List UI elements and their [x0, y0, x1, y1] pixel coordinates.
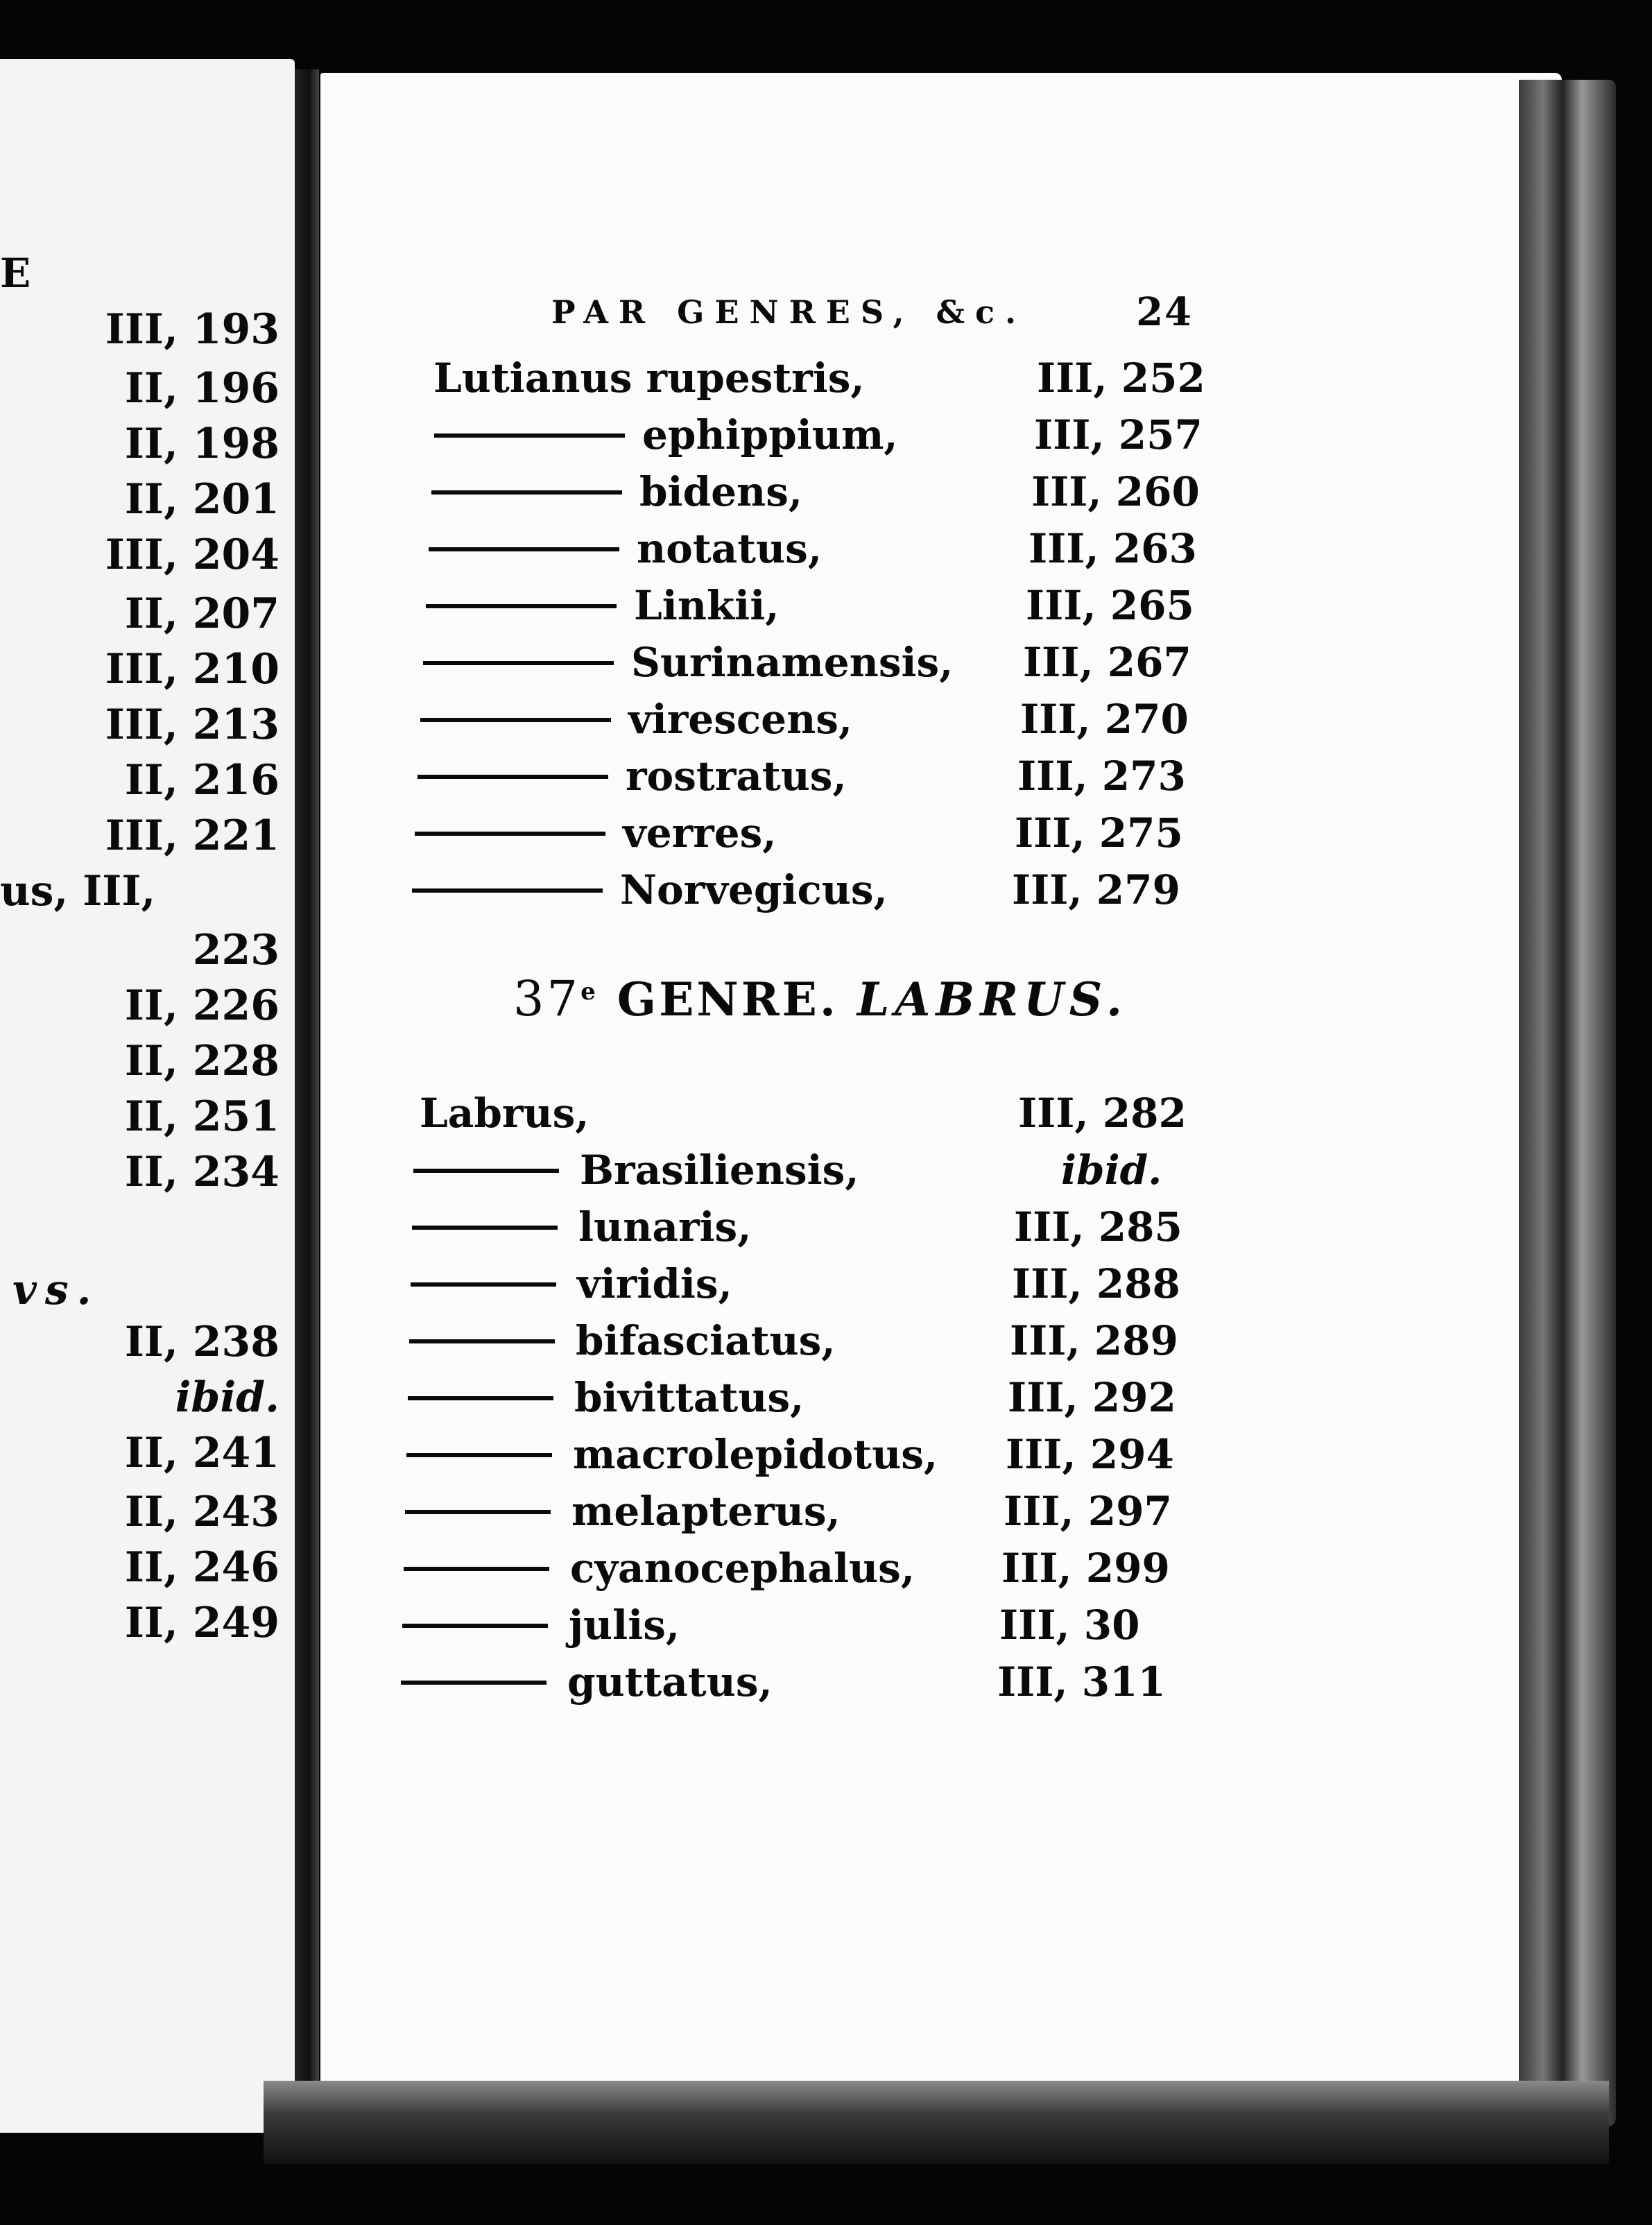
index-entry [0, 862, 1652, 918]
volume-page-reference: III, 263 [1029, 525, 1197, 572]
index-entry [0, 407, 1652, 468]
index-entry [0, 1085, 1652, 1141]
left-page-reference: II, 238 [124, 1318, 279, 1366]
volume-page-reference: III, 288 [1012, 1260, 1180, 1307]
left-page-reference: II, 234 [124, 1148, 279, 1196]
ditto-dash [412, 1226, 558, 1230]
genre-number: 37 [513, 970, 581, 1027]
species-name: ephippium, [642, 411, 898, 458]
ditto-dash [401, 1681, 547, 1685]
volume-page-reference: III, 299 [1001, 1545, 1170, 1592]
index-entry [0, 1142, 1652, 1198]
species-name: Surinamensis, [631, 639, 954, 686]
ditto-dash [406, 1453, 552, 1457]
ditto-dash [426, 604, 617, 608]
species-name: bidens, [639, 468, 803, 515]
volume-page-reference: III, 289 [1010, 1317, 1178, 1364]
left-page-reference: III, 213 [105, 701, 279, 749]
left-page-reference: III, 221 [105, 811, 279, 860]
species-name: Linkii, [634, 582, 780, 629]
ditto-dash [423, 661, 614, 665]
species-name: guttatus, [567, 1658, 773, 1706]
species-name: Labrus, [420, 1090, 590, 1137]
left-page-reference: II, 196 [124, 364, 279, 413]
species-name: Lutianus rupestris, [433, 354, 865, 402]
left-page-reference: II, 251 [124, 1092, 279, 1141]
species-name: macrolepidotus, [573, 1431, 938, 1478]
volume-page-reference: III, 285 [1014, 1203, 1182, 1251]
index-entry [0, 1370, 1652, 1425]
volume-page-reference: III, 292 [1008, 1374, 1176, 1421]
index-entry [0, 1313, 1652, 1368]
genre-label: GENRE. [617, 972, 838, 1026]
left-page-reference: II, 216 [124, 756, 279, 805]
volume-page-reference: III, 273 [1017, 753, 1186, 800]
running-header [551, 288, 1193, 336]
volume-page-reference: III, 265 [1026, 582, 1194, 629]
species-name: virescens, [628, 696, 853, 743]
ditto-dash [413, 1169, 559, 1173]
left-page-reference: 223 [192, 926, 279, 974]
left-page-reference: ibid. [175, 1373, 279, 1422]
ditto-dash [409, 1339, 555, 1343]
left-page-reference: II, 243 [124, 1488, 279, 1536]
left-page-reference: III, 210 [105, 645, 279, 694]
ditto-dash [402, 1624, 548, 1628]
ditto-dash [412, 888, 603, 893]
left-page-reference: II, 201 [124, 475, 279, 524]
genre-heading [513, 968, 1128, 1030]
left-page-genus-fragment: vs. [12, 1266, 100, 1314]
left-page-reference: III, 193 [105, 305, 279, 354]
ditto-dash [431, 490, 622, 495]
volume-page-reference: III, 30 [999, 1601, 1140, 1649]
ditto-dash [415, 832, 605, 836]
index-entry [0, 1654, 1652, 1710]
left-page-top-letter: E [0, 250, 31, 297]
volume-page-reference: III, 294 [1006, 1431, 1174, 1478]
volume-page-reference: III, 270 [1020, 696, 1189, 743]
volume-page-reference: III, 279 [1012, 866, 1180, 913]
book-bottom-edge [264, 2081, 1609, 2164]
ditto-dash [408, 1396, 553, 1400]
running-header-title: PAR GENRES, &c. [551, 293, 1027, 331]
volume-page-reference: ibid. [1061, 1146, 1162, 1194]
index-entry [0, 1427, 1652, 1482]
left-page-reference: III, 204 [105, 531, 279, 579]
volume-page-reference: III, 252 [1037, 354, 1205, 402]
ditto-dash [429, 547, 619, 551]
genre-number-superscript: e [580, 978, 599, 1006]
species-name: rostratus, [626, 753, 847, 800]
index-entry [0, 1484, 1652, 1539]
ditto-dash [411, 1282, 556, 1287]
ditto-dash [405, 1510, 551, 1514]
index-entry [0, 521, 1652, 579]
volume-page-reference: III, 275 [1015, 809, 1183, 857]
left-page-reference: II, 228 [124, 1037, 279, 1085]
species-name: verres, [623, 809, 777, 857]
volume-page-reference: III, 282 [1018, 1090, 1187, 1137]
index-entry [0, 350, 1652, 406]
left-page-reference: II, 226 [124, 981, 279, 1030]
species-name: bifasciatus, [576, 1317, 836, 1364]
volume-page-reference: III, 260 [1031, 468, 1200, 515]
index-entry [0, 464, 1652, 524]
volume-page-reference: III, 297 [1004, 1488, 1172, 1535]
left-page-reference: II, 198 [124, 420, 279, 468]
species-name: viridis, [577, 1260, 732, 1307]
ditto-dash [404, 1567, 549, 1571]
index-entry [0, 578, 1652, 638]
ditto-dash [420, 718, 611, 722]
species-name: melapterus, [571, 1488, 841, 1535]
species-name: Brasiliensis, [580, 1146, 859, 1194]
species-name: Norvegicus, [620, 866, 888, 913]
index-entry [0, 1256, 1652, 1312]
left-page-reference: II, 241 [124, 1429, 279, 1477]
page-number: 24 [1136, 289, 1193, 335]
left-page-reference: II, 207 [124, 590, 279, 638]
volume-page-reference: III, 311 [997, 1658, 1166, 1706]
index-entry [0, 748, 1652, 804]
index-entry [0, 1540, 1652, 1596]
index-entry [0, 1199, 1652, 1255]
index-entry [0, 805, 1652, 861]
volume-page-reference: III, 257 [1034, 411, 1203, 458]
volume-page-reference: III, 267 [1023, 639, 1191, 686]
left-page-reference: II, 249 [124, 1599, 279, 1647]
index-entry [0, 635, 1652, 694]
species-name: cyanocephalus, [570, 1545, 915, 1592]
species-name: lunaris, [578, 1203, 752, 1251]
genre-genus-name: LABRUS. [857, 972, 1128, 1026]
index-entry [0, 691, 1652, 747]
ditto-dash [434, 433, 625, 438]
left-page-reference: II, 246 [124, 1543, 279, 1592]
index-entry [0, 1597, 1652, 1653]
ditto-dash [418, 775, 608, 779]
species-name: bivittatus, [574, 1374, 805, 1421]
species-name: julis, [569, 1601, 680, 1649]
left-page-reference: us, III, [0, 867, 156, 916]
species-name: notatus, [637, 525, 823, 572]
